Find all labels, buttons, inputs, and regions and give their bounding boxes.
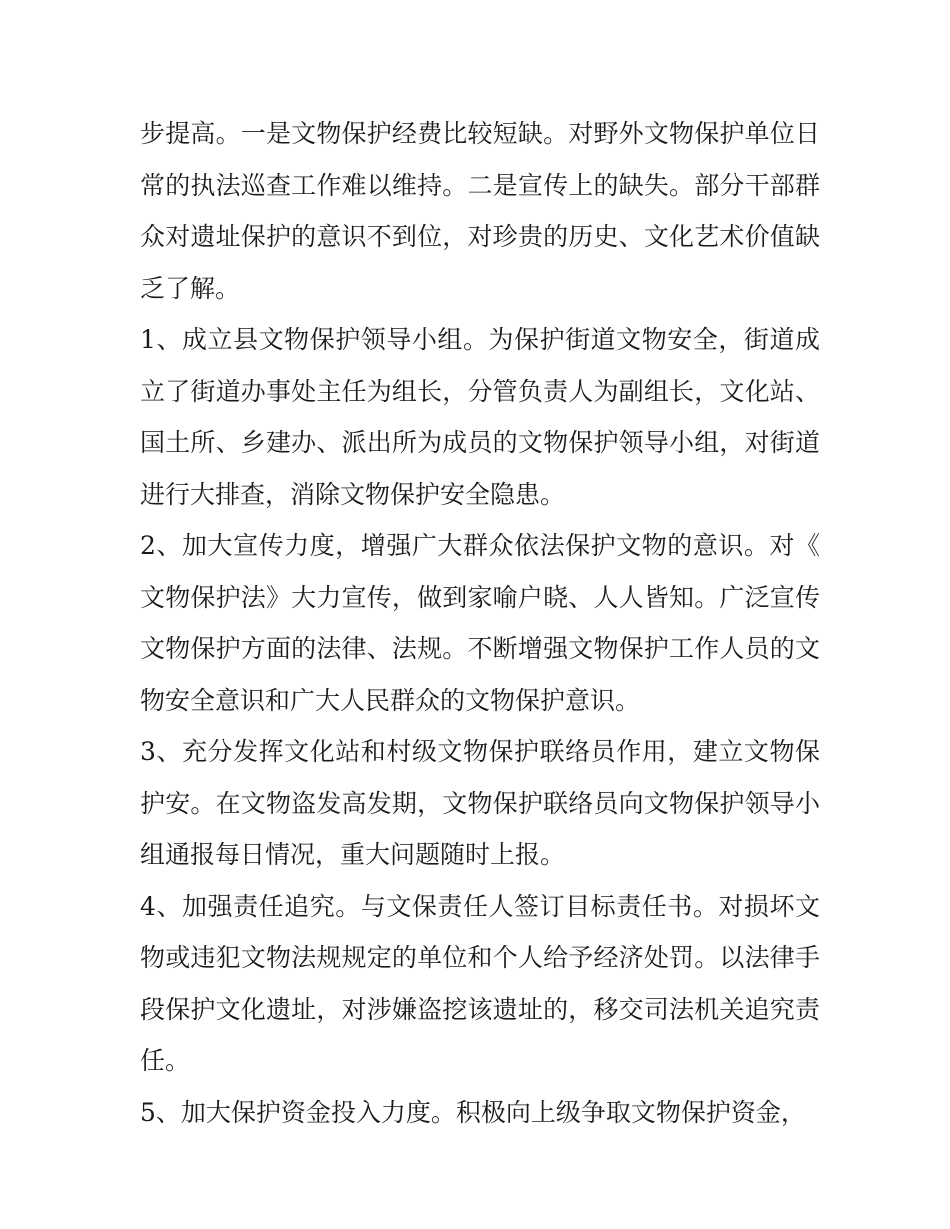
paragraph-item-2: 2、加大宣传力度，增强广大群众依法保护文物的意识。对《文物保护法》大力宣传，做到家喻户晓、人人皆知。广泛宣传文物保护方面的法律、法规。不断增强文物保护工作人员的文物安全意识和广大人民群众的文物保护意识。 <box>140 531 820 715</box>
paragraph-item-5: 5、加大保护资金投入力度。积极向上级争取文物保护资金， <box>140 1097 806 1127</box>
paragraph-item-4: 4、加强责任追究。与文保责任人签订目标责任书。对损坏文物或违犯文物法规规定的单位和个人给予经济处罚。以法律手段保护文化遗址，对涉嫌盗挖该遗址的，移交司法机关追究责任。 <box>140 891 820 1075</box>
paragraph-intro: 步提高。一是文物保护经费比较短缺。对野外文物保护单位日常的执法巡查工作难以维持。二是宣传上的缺失。部分干部群众对遗址保护的意识不到位，对珍贵的历史、文化艺术价值缺乏了解。 <box>140 119 820 303</box>
document-body <box>140 108 820 1138</box>
paragraph-item-3: 3、充分发挥文化站和村级文物保护联络员作用，建立文物保护安。在文物盗发高发期，文物保护联络员向文物保护领导小组通报每日情况，重大问题随时上报。 <box>140 737 820 869</box>
paragraph-item-1: 1、成立县文物保护领导小组。为保护街道文物安全，街道成立了街道办事处主任为组长，分管负责人为副组长，文化站、国土所、乡建办、派出所为成员的文物保护领导小组，对街道进行大排查，消除文物保护安全隐患。 <box>140 325 820 509</box>
